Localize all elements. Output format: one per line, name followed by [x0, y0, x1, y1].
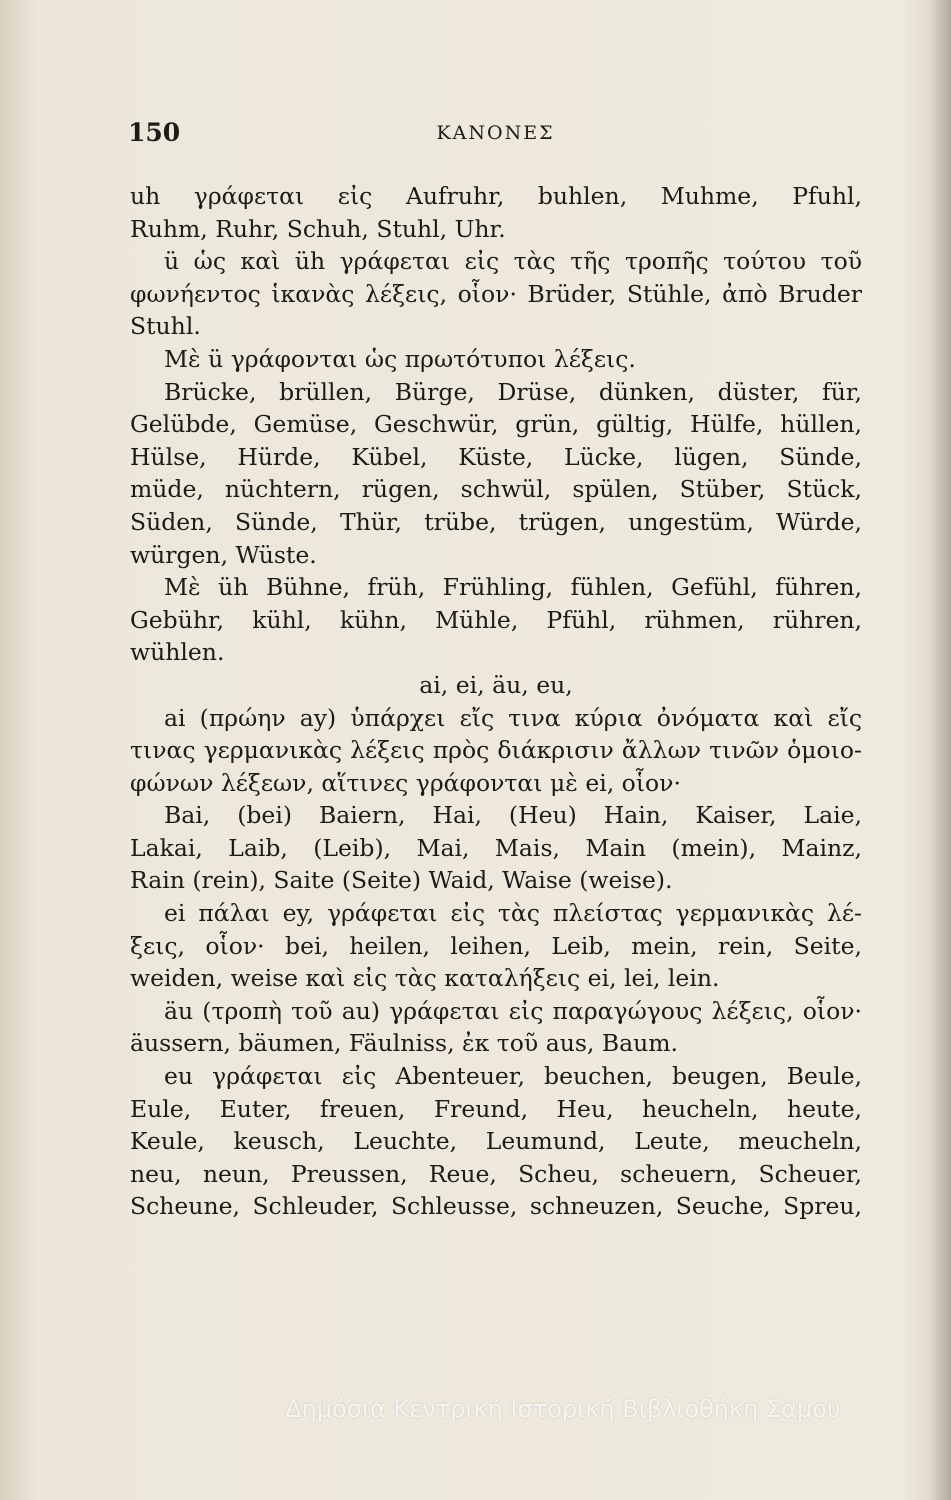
text-line: Bai, (bei) Baiern, Hai, (Heu) Hain, Kaiser, Laie, [164, 801, 862, 830]
text-line: ai, ei, äu, eu, [419, 670, 573, 699]
text-line: wühlen. [130, 638, 225, 667]
text-line: ai (πρώην ay) ὑπάρχει εἴς τινα κύρια ὀνόματα καὶ εἴς [164, 703, 862, 732]
text-line: neu, neun, Preussen, Reue, Scheu, scheuern, Scheuer, [130, 1159, 862, 1188]
text-line: äussern, bäumen, Fäulniss, ἐκ τοῦ aus, Baum. [130, 1029, 679, 1058]
page-number: 150 [128, 118, 181, 147]
page-edge-shadow [929, 0, 951, 1500]
text-line: φωνήεντος ἱκανὰς λέξεις, οἷον· Brüder, Stühle, ἀπὸ Bruder [130, 279, 862, 308]
page-header [128, 118, 863, 152]
text-line: Eule, Euter, freuen, Freund, Heu, heucheln, heute, [130, 1094, 862, 1123]
text-line: Scheune, Schleuder, Schleusse, schneuzen, Seuche, Spreu, [130, 1192, 862, 1221]
text-line: ü ὡς καὶ üh γράφεται εἰς τὰς τῆς τροπῆς τούτου τοῦ [164, 247, 862, 276]
text-line: Gebühr, kühl, kühn, Mühle, Pfühl, rühmen, rühren, [130, 605, 862, 634]
text-line: Rain (rein), Saite (Seite) Waid, Waise (weise). [130, 866, 673, 895]
text-line: Μὲ ü γράφονται ὡς πρωτότυποι λέξεις. [164, 344, 636, 373]
text-line: ξεις, οἷον· bei, heilen, leihen, Leib, mein, rein, Seite, [130, 931, 862, 960]
text-line: äu (τροπὴ τοῦ au) γράφεται εἰς παραγώγους λέξεις, οἷον· [164, 996, 862, 1025]
text-line: Hülse, Hürde, Kübel, Küste, Lücke, lügen, Sünde, [130, 442, 862, 471]
text-line: ei πάλαι ey, γράφεται εἰς τὰς πλείστας γερμανικὰς λέ- [164, 899, 862, 928]
text-line: würgen, Wüste. [130, 540, 317, 569]
text-line: Stuhl. [130, 312, 201, 341]
text-line: müde, nüchtern, rügen, schwül, spülen, Stüber, Stück, [130, 475, 862, 504]
text-line: uh γράφεται εἰς Aufruhr, buhlen, Muhme, Pfuhl, [130, 182, 862, 210]
text-line: Süden, Sünde, Thür, trübe, trügen, ungestüm, Würde, [130, 507, 862, 536]
text-line: Keule, keusch, Leuchte, Leumund, Leute, meucheln, [130, 1127, 862, 1156]
text-line: Μὲ üh Bühne, früh, Frühling, fühlen, Gefühl, führen, [164, 573, 862, 602]
library-watermark: Δημόσια Κεντρική Ιστορική Βιβλιοθήκη Σάμου [285, 1395, 841, 1423]
body-text [130, 180, 862, 1223]
text-line: φώνων λέξεων, αἵτινες γράφονται μὲ ei, οἷον· [130, 768, 681, 797]
text-line: Ruhm, Ruhr, Schuh, Stuhl, Uhr. [130, 214, 506, 243]
text-line: weiden, weise καὶ εἰς τὰς καταλήξεις ei, lei, lein. [130, 964, 720, 993]
text-line: Lakai, Laib, (Leib), Mai, Mais, Main (mein), Mainz, [130, 833, 862, 862]
running-head: ΚΑΝΟΝΕΣ [436, 122, 555, 144]
text-line: τινας γερμανικὰς λέξεις πρὸς διάκρισιν ἄλλων τινῶν ὁμοιο- [130, 736, 862, 765]
text-line: eu γράφεται εἰς Abenteuer, beuchen, beugen, Beule, [164, 1062, 862, 1091]
text-line: Gelübde, Gemüse, Geschwür, grün, gültig, Hülfe, hüllen, [130, 410, 862, 439]
text-line: Brücke, brüllen, Bürge, Drüse, dünken, düster, für, [164, 377, 862, 406]
